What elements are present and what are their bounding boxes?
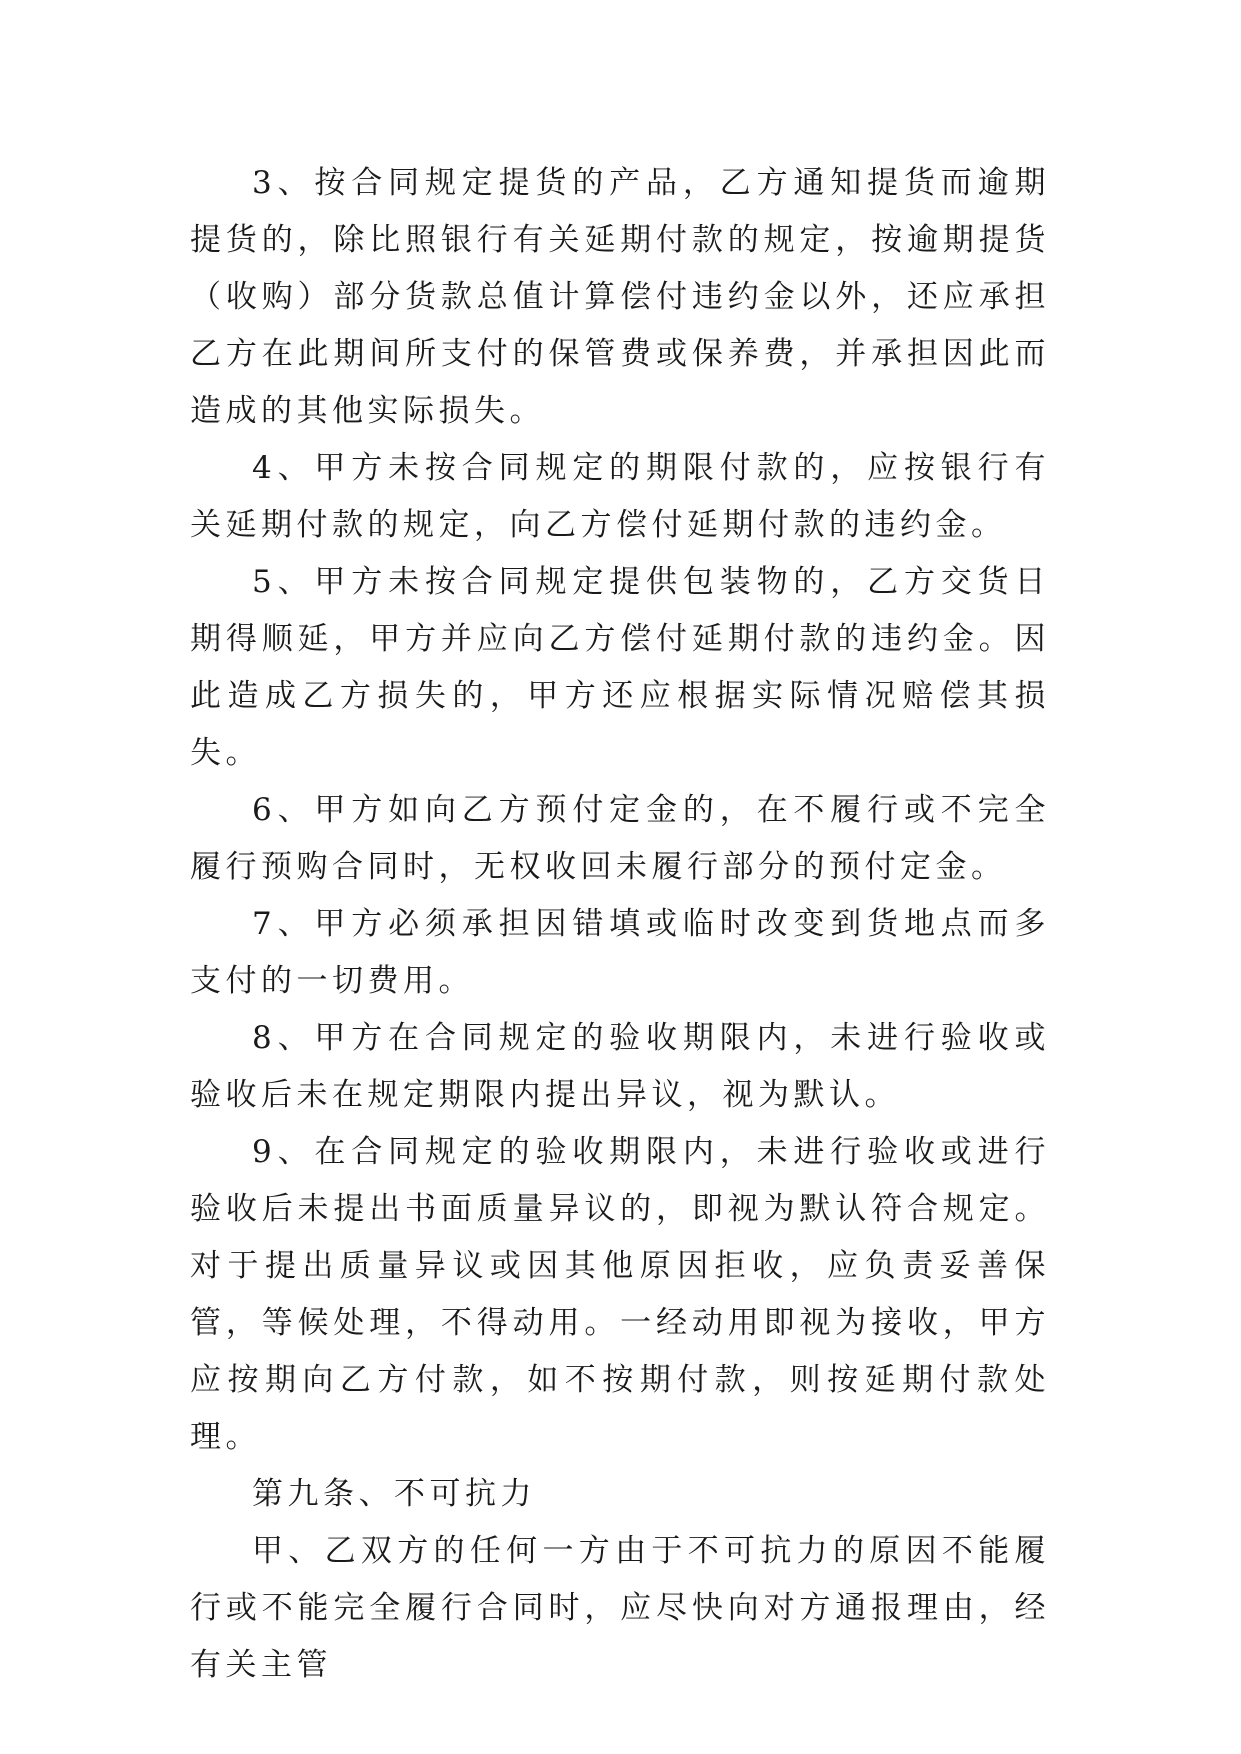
clause-9-paragraph: 9、在合同规定的验收期限内，未进行验收或进行验收后未提出书面质量异议的，即视为默认符合规定。对于提出质量异议或因其他原因拒收，应负责妥善保管，等候处理，不得动用。一经动用即视为接收，甲方应按期向乙方付款，如不按期付款，则按延期付款处理。	[190, 1134, 1050, 1455]
article-9-heading: 第九条、不可抗力	[252, 1476, 536, 1512]
clause-3-paragraph: 3、按合同规定提货的产品，乙方通知提货而逾期提货的，除比照银行有关延期付款的规定，按逾期提货（收购）部分货款总值计算偿付违约金以外，还应承担乙方在此期间所支付的保管费或保养费，并承担因此而造成的其他实际损失。	[190, 165, 1050, 429]
clause-8-paragraph: 8、甲方在合同规定的验收期限内，未进行验收或验收后未在规定期限内提出异议，视为默认。	[190, 1020, 1050, 1113]
clause-4-paragraph: 4、甲方未按合同规定的期限付款的，应按银行有关延期付款的规定，向乙方偿付延期付款的违约金。	[190, 450, 1050, 543]
document-page	[190, 155, 1050, 1694]
force-majeure-paragraph: 甲、乙双方的任何一方由于不可抗力的原因不能履行或不能完全履行合同时，应尽快向对方通报理由，经有关主管	[190, 1533, 1050, 1683]
clause-7-paragraph: 7、甲方必须承担因错填或临时改变到货地点而多支付的一切费用。	[190, 906, 1050, 999]
clause-5-paragraph: 5、甲方未按合同规定提供包装物的，乙方交货日期得顺延，甲方并应向乙方偿付延期付款的违约金。因此造成乙方损失的，甲方还应根据实际情况赔偿其损失。	[190, 564, 1050, 771]
clause-6-paragraph: 6、甲方如向乙方预付定金的，在不履行或不完全履行预购合同时，无权收回未履行部分的预付定金。	[190, 792, 1050, 885]
